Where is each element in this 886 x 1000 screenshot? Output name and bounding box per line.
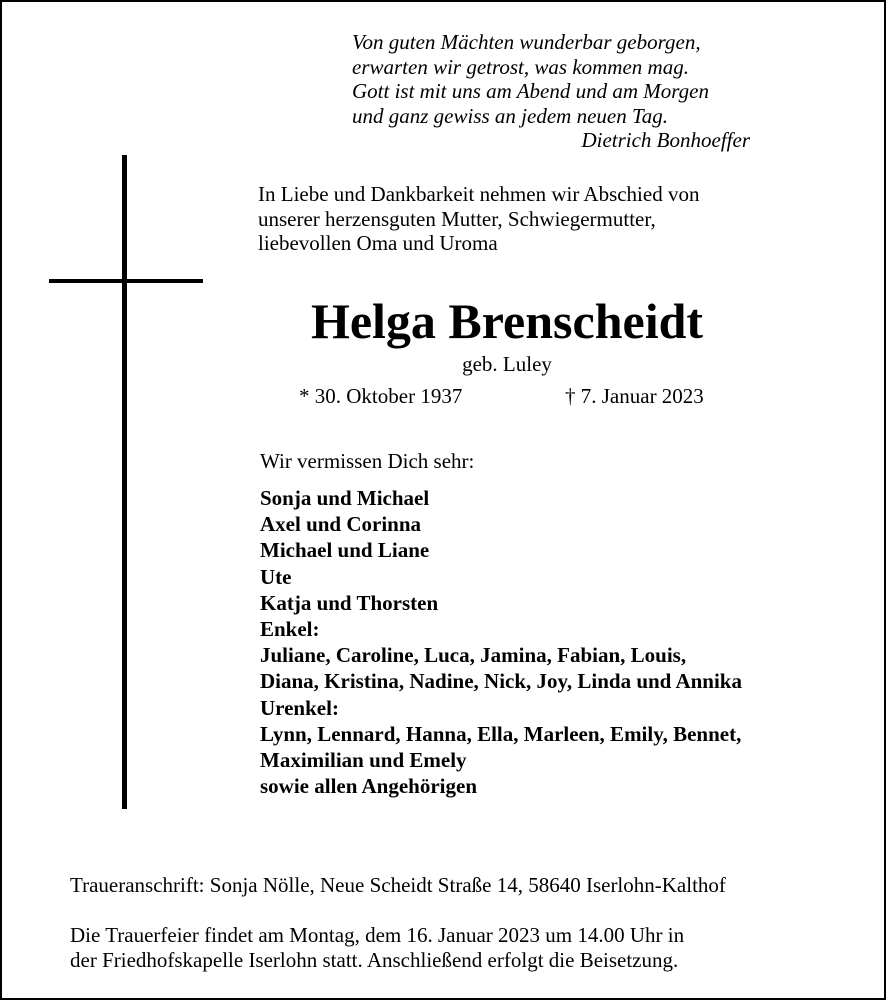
funeral-service-info: [70, 923, 850, 972]
poem-line: Von guten Mächten wunderbar geborgen,: [352, 30, 701, 54]
service-line: Die Trauerfeier findet am Montag, dem 16. Januar 2023 um 14.00 Uhr in: [70, 923, 685, 947]
mourner-line: Katja und Thorsten: [260, 590, 439, 615]
mourner-line: Enkel:: [260, 617, 320, 642]
service-line: der Friedhofskapelle Iserlohn statt. Anschließend erfolgt die Beisetzung.: [70, 947, 679, 972]
poem-line: Gott ist mit uns am Abend und am Morgen: [352, 79, 709, 103]
mourning-address: Traueranschrift: Sonja Nölle, Neue Scheidt Straße 14, 58640 Iserlohn-Kalthof: [70, 873, 726, 897]
mourner-line: Maximilian und Emely: [260, 748, 467, 773]
cross-icon-horizontal-bar: [49, 279, 203, 283]
intro-line: liebevollen Oma und Uroma: [258, 231, 498, 255]
mourner-line: Axel und Corinna: [260, 512, 422, 537]
mourner-line: Diana, Kristina, Nadine, Nick, Joy, Linda und Annika: [260, 669, 742, 694]
birth-name: geb. Luley: [462, 352, 552, 376]
intro-line: unserer herzensguten Mutter, Schwiegermutter,: [258, 206, 656, 231]
mourner-line: Juliane, Caroline, Luca, Jamina, Fabian, Louis,: [260, 643, 687, 668]
poem-quote: [352, 30, 762, 153]
mourner-line: sowie allen Angehörigen: [260, 774, 478, 799]
mourners-list: [260, 485, 870, 799]
intro-line: In Liebe und Dankbarkeit nehmen wir Abschied von: [258, 182, 700, 206]
poem-line: erwarten wir getrost, was kommen mag.: [352, 54, 689, 79]
mourner-line: Urenkel:: [260, 695, 339, 720]
mourner-line: Sonja und Michael: [260, 486, 430, 510]
deceased-name: Helga Brenscheidt: [310, 293, 704, 349]
mourners-intro: Wir vermissen Dich sehr:: [260, 449, 475, 473]
mourner-line: Michael und Liane: [260, 538, 430, 563]
farewell-intro: [258, 182, 778, 256]
poem-author: Dietrich Bonhoeffer: [581, 128, 750, 152]
cross-icon-vertical-bar: [122, 155, 127, 809]
mourner-line: Ute: [260, 564, 292, 589]
death-date: † 7. Januar 2023: [565, 384, 704, 408]
mourner-line: Lynn, Lennard, Hanna, Ella, Marleen, Emily, Bennet,: [260, 721, 742, 746]
poem-line: und ganz gewiss an jedem neuen Tag.: [352, 103, 668, 128]
birth-date: * 30. Oktober 1937: [299, 384, 463, 408]
